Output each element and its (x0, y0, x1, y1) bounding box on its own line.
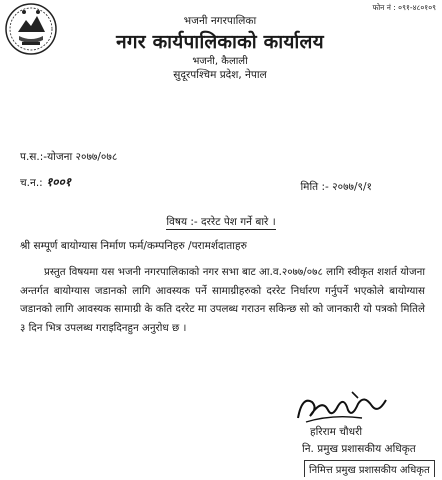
signer-designation: नि. प्रमुख प्रशासकीय अधिकृत (302, 443, 416, 455)
ps-reference: प.स.:-योजना २०७७/०७८ (20, 151, 118, 163)
office-title: नगर कार्यपालिकाको कार्यालय (116, 31, 324, 53)
phone-number: फोन नं : ०९१-४८०१०९ (372, 3, 436, 12)
municipality-name: भजनी नगरपालिका (183, 15, 257, 27)
cn-label: च.न.: (20, 177, 43, 189)
subject-line (0, 215, 442, 229)
letter-date: मिति :- २०७७/९/१ (300, 181, 372, 193)
signer-name: हरिराम चौधरी (310, 426, 363, 438)
nepal-emblem-icon (4, 2, 58, 56)
cn-number: १००१ (46, 175, 72, 189)
recipient: श्री सम्पूर्ण बायोग्यास निर्माण फर्म/कम्पनिहरु /परामर्शदाताहरु (20, 240, 247, 252)
province-name: सुदूरपश्चिम प्रदेश, नेपाल (173, 69, 267, 81)
letter-body: प्रस्तुत विषयमा यस भजनी नगरपालिकाको नगर सभा बाट आ.व.२०७७/०७८ लागि स्वीकृत शशर्त योजना अन्तर्गत बायोग्यास जडानको लागि आवस्यक पर्ने सामाग्रीहरुको दररेट निर्धारण गर्नुपर्ने भएकोले बायोग्यास जडानको लागि आवस्यक सामाग्री के कति दररेट मा उपलब्ध गराउन सकिन्छ सो को जानकारी यो पत्रको मितिले ३ दिन भित्र उपलब्ध गराइदिनहुन अनुरोध छ । (20, 266, 425, 335)
office-location: भजनी, कैलाली (192, 56, 248, 67)
cn-reference (20, 173, 71, 190)
official-stamp: निमित्त प्रमुख प्रशासकीय अधिकृत (304, 460, 435, 477)
subject-text: विषय :- दररेट पेश गर्ने बारे । (166, 216, 276, 228)
handwritten-signature (292, 388, 392, 428)
